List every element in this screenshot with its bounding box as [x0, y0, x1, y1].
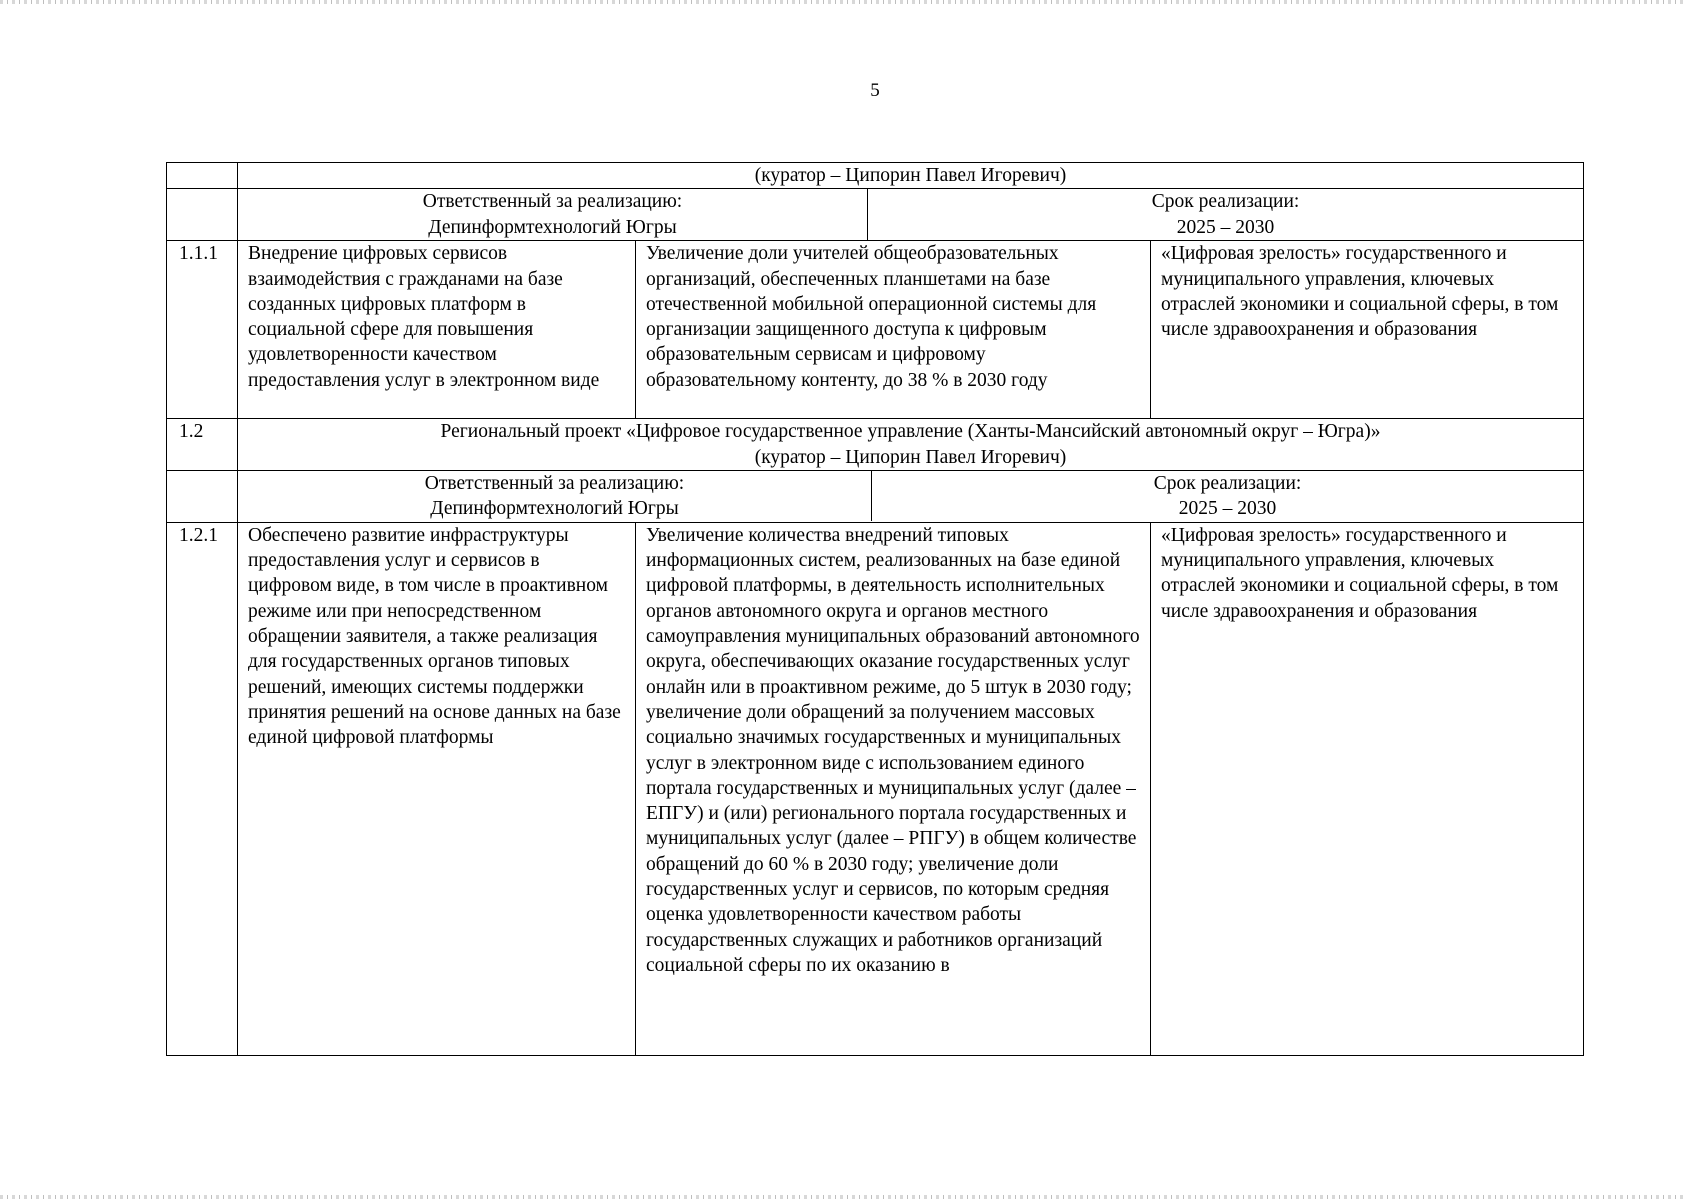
item-task: Внедрение цифровых сервисов взаимодействия с гражданами на базе созданных цифровых платформ в социальной сфере для повышения удовлетворенности качеством предоставления услуг в электронном виде [238, 241, 636, 419]
deadline-block [868, 189, 1583, 240]
responsible-label: Ответственный за реализацию: [424, 472, 685, 494]
project-number: 1.2 [167, 419, 238, 471]
scan-edge-bottom [0, 1195, 1686, 1199]
table-row-project [167, 419, 1584, 471]
responsible-cell [238, 189, 1584, 241]
deadline-block [872, 471, 1583, 522]
table-row-item [167, 241, 1584, 419]
page-number: 5 [870, 80, 880, 101]
responsible-cell [238, 470, 1584, 522]
table-row-responsible [167, 470, 1584, 522]
scan-edge-top [0, 0, 1686, 4]
empty-number-cell [167, 163, 238, 189]
item-link: «Цифровая зрелость» государственного и муниципального управления, ключевых отраслей экономики и социальной сферы, в том числе здравоохранения и образования [1151, 241, 1584, 419]
item-result: Увеличение количества внедрений типовых информационных систем, реализованных на базе единой цифровой платформы, в деятельность исполнительных органов автономного округа и органов местного самоуправления муниципальных образований автономного округа, обеспечивающих оказание государственных услуг онлайн или в проактивном режиме, до 5 штук в 2030 году; увеличение доли обращений за получением массовых социально значимых государственных и муниципальных услуг в электронном виде с использованием единого портала государственных и муниципальных услуг (далее – ЕПГУ) и (или) регионального портала государственных и муниципальных услуг (далее – РПГУ) в общем количестве обращений до 60 % в 2030 году; увеличение доли государственных услуг и сервисов, по которым средняя оценка удовлетворенности качеством работы государственных служащих и работников организаций социальной сферы по их оказанию в [636, 522, 1151, 1055]
item-link: «Цифровая зрелость» государственного и муниципального управления, ключевых отраслей экономики и социальной сферы, в том числе здравоохранения и образования [1151, 522, 1584, 1055]
deadline-value: 2025 – 2030 [1178, 498, 1277, 520]
deadline-label: Срок реализации: [1151, 191, 1300, 213]
curator-cell: (куратор – Ципорин Павел Игоревич) [238, 163, 1584, 189]
table-row-curator [167, 163, 1584, 189]
responsible-value: Депинформтехнологий Югры [428, 216, 677, 238]
empty-number-cell [167, 470, 238, 522]
project-title: Региональный проект «Цифровое государственное управление (Ханты-Мансийский автономный округ – Югра)» [440, 421, 1381, 443]
responsible-block [238, 189, 868, 240]
item-task: Обеспечено развитие инфраструктуры предоставления услуг и сервисов в цифровом виде, в том числе в проактивном режиме или при непосредственном обращении заявителя, а также реализация для государственных органов типовых решений, имеющих системы поддержки принятия решений на основе данных на базе единой цифровой платформы [238, 522, 636, 1055]
responsible-label: Ответственный за реализацию: [422, 191, 683, 213]
table-row-responsible [167, 189, 1584, 241]
item-number: 1.2.1 [167, 522, 238, 1055]
project-curator: (куратор – Ципорин Павел Игоревич) [754, 446, 1067, 468]
responsible-block [238, 471, 872, 522]
project-cell [238, 419, 1584, 471]
program-table [166, 162, 1584, 1056]
deadline-label: Срок реализации: [1153, 472, 1302, 494]
item-number: 1.1.1 [167, 241, 238, 419]
table-row-item [167, 522, 1584, 1055]
responsible-value: Депинформтехнологий Югры [430, 498, 679, 520]
empty-number-cell [167, 189, 238, 241]
deadline-value: 2025 – 2030 [1176, 216, 1275, 238]
item-result: Увеличение доли учителей общеобразовательных организаций, обеспеченных планшетами на базе отечественной мобильной операционной системы для организации защищенного доступа к цифровым образовательным сервисам и цифровому образовательному контенту, до 38 % в 2030 году [636, 241, 1151, 419]
